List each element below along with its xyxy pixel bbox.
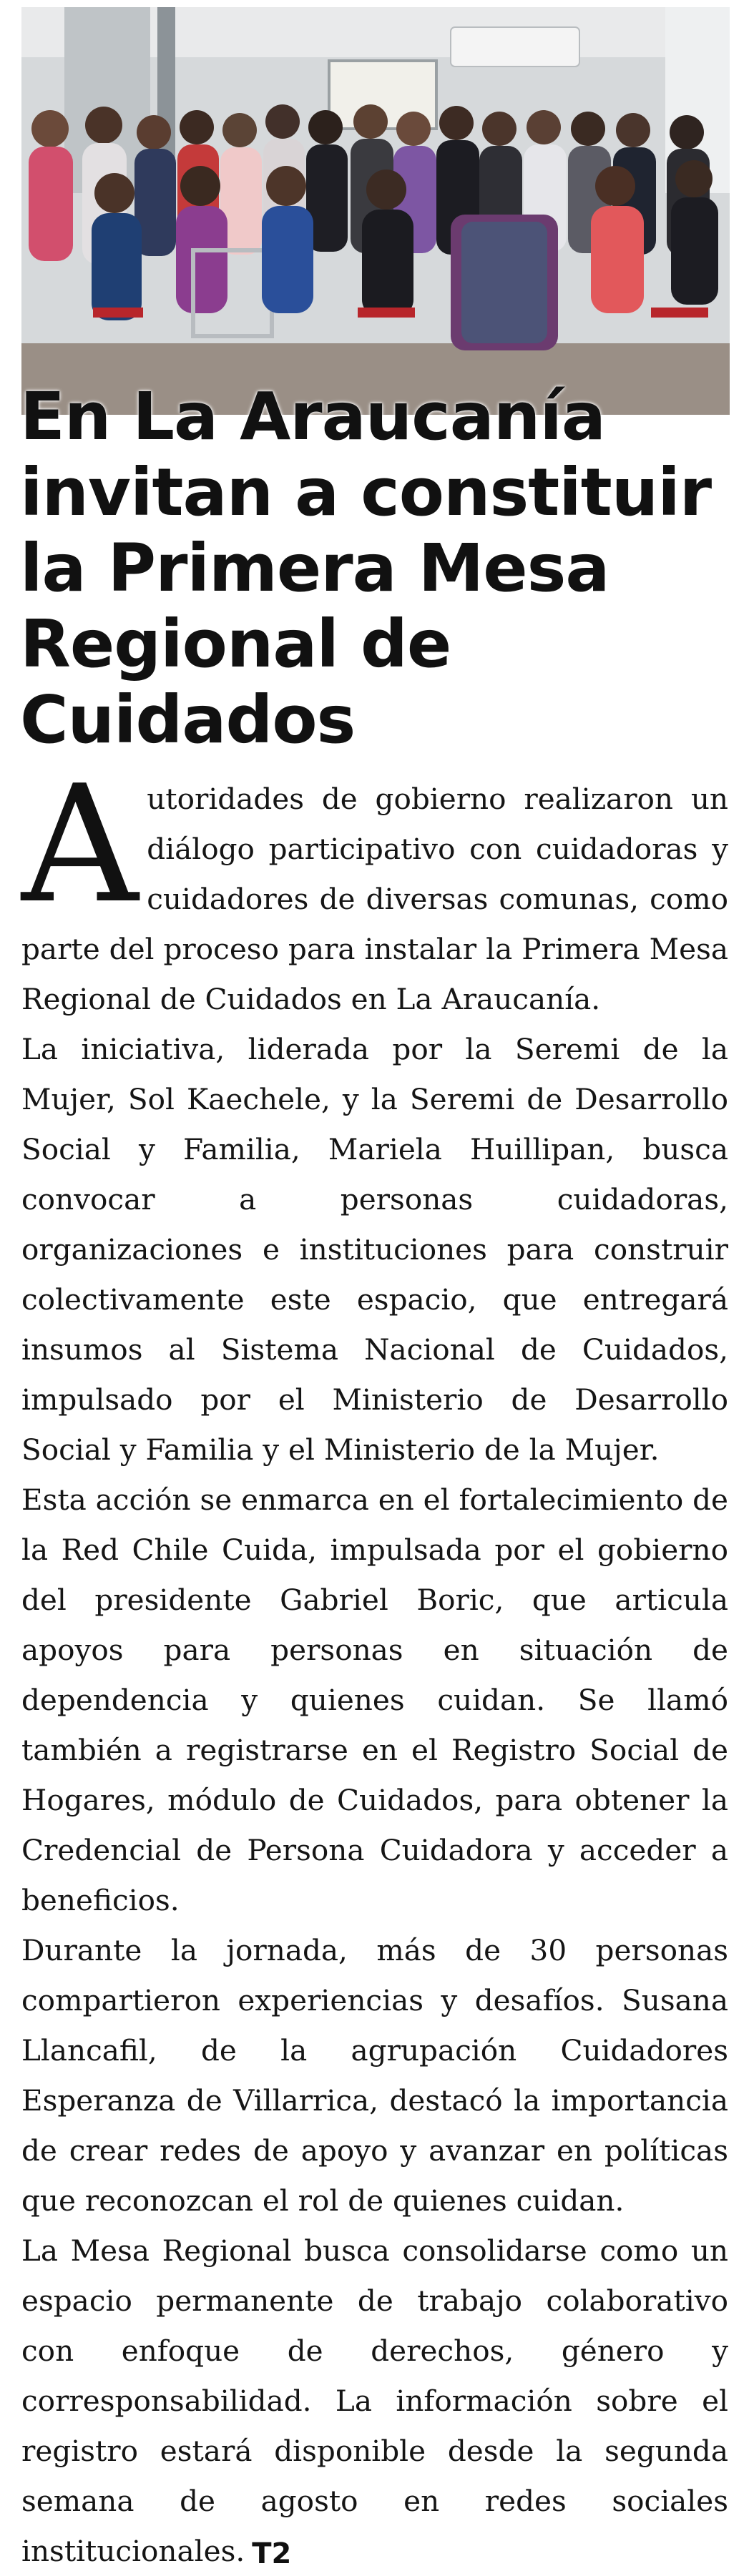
- paragraph-5-text: La Mesa Regional busca consolidarse como un espacio permanente de trabajo colaborativo con enfoque de derechos, género y corresponsabilidad. La información sobre el registro estará disponible desde la segunda semana de agosto en redes sociales institucionales.: [21, 2233, 728, 2568]
- headline: [20, 379, 728, 758]
- paragraph-1-text: utoridades de gobierno realizaron un diálogo participativo con cuidadoras y cuidadores de diversas comunas, como parte del proceso para instalar la Primera Mesa Regional de Cuidados en La Araucanía.: [21, 782, 728, 1016]
- article-body: [21, 751, 728, 2576]
- drop-cap: A: [21, 751, 139, 939]
- headline-line-3: la Primera Mesa: [20, 530, 609, 606]
- headline-line-2: invitan a constituir: [20, 454, 712, 531]
- paragraph-5: [21, 2226, 728, 2576]
- group-photo-illustration: [21, 7, 730, 415]
- paragraph-3: Esta acción se enmarca en el fortalecimiento de la Red Chile Cuida, impulsada por el gobierno del presidente Gabriel Boric, que articula apoyos para personas en situación de dependencia y quienes cuidan. Se llamó también a registrarse en el Registro Social de Hogares, módulo de Cuidados, para obtener la Credencial de Persona Cuidadora y acceder a beneficios.: [21, 1483, 728, 1917]
- signature-logo: T2: [252, 2537, 292, 2570]
- paragraph-2: La iniciativa, liderada por la Seremi de la Mujer, Sol Kaechele, y la Seremi de Desarrollo Social y Familia, Mariela Huillipan, busca convocar a personas cuidadoras, organizaciones e instituciones para construir colectivamente este espacio, que entregará insumos al Sistema Nacional de Cuidados, impulsado por el Ministerio de Desarrollo Social y Familia y el Ministerio de la Mujer.: [21, 1032, 728, 1467]
- paragraph-1: [21, 751, 728, 1024]
- headline-line-4: Regional de: [20, 606, 451, 682]
- group-photo: [21, 7, 730, 415]
- headline-line-5: Cuidados: [20, 682, 356, 758]
- paragraph-4: Durante la jornada, más de 30 personas compartieron experiencias y desafíos. Susana Llancafil, de la agrupación Cuidadores Esperanza de Villarrica, destacó la importancia de crear redes de apoyo y avanzar en políticas que reconozcan el rol de quienes cuidan.: [21, 1933, 728, 2218]
- headline-line-1: En La Araucanía: [20, 378, 605, 455]
